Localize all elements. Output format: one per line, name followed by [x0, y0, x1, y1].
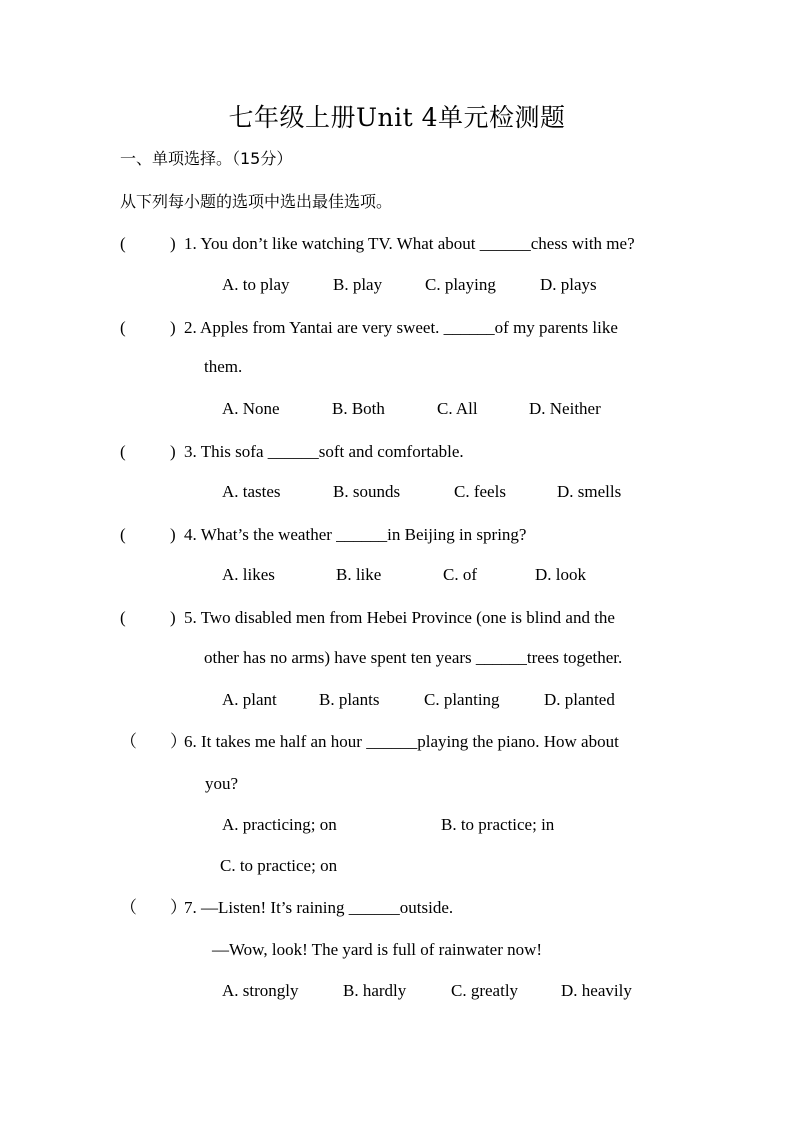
page-title: 七年级上册Unit 4单元检测题 [228, 103, 566, 132]
option-a[interactable]: A. tastes [222, 482, 281, 501]
question-text: 5. Two disabled men from Hebei Province (one is blind and the [184, 608, 615, 627]
option-a[interactable]: A. strongly [222, 981, 299, 1000]
answer-blank[interactable]: ( ) [120, 318, 176, 337]
option-b[interactable]: B. plants [319, 690, 380, 709]
option-a[interactable]: A. to play [222, 275, 290, 294]
question-4 [120, 522, 526, 548]
option-c[interactable]: C. greatly [451, 981, 519, 1000]
option-a[interactable]: A. practicing; on [222, 815, 337, 834]
question-6-continued: you? [205, 774, 239, 793]
question-2-continued: them. [204, 357, 243, 376]
question-text: 7. —Listen! It’s raining ______outside. [184, 898, 454, 917]
section-heading: 一、单项选择。（15分） [120, 149, 293, 168]
answer-blank[interactable]: （ ） [120, 732, 187, 751]
option-a[interactable]: A. likes [222, 565, 275, 584]
question-7 [120, 895, 453, 921]
question-text: 6. It takes me half an hour ______playing the piano. How about [184, 732, 619, 751]
option-b[interactable]: B. like [336, 565, 382, 584]
instruction-text: 从下列每小题的选项中选出最佳选项。 [120, 192, 393, 211]
option-d[interactable]: D. heavily [561, 981, 632, 1000]
option-b[interactable]: B. to practice; in [441, 815, 555, 834]
option-d[interactable]: D. Neither [529, 399, 601, 418]
option-c[interactable]: C. playing [425, 275, 496, 294]
option-a[interactable]: A. None [222, 399, 280, 418]
question-text: 1. You don’t like watching TV. What about ______chess with me? [184, 234, 635, 253]
option-b[interactable]: B. hardly [343, 981, 407, 1000]
option-d[interactable]: D. smells [557, 482, 622, 501]
option-c[interactable]: C. of [443, 565, 477, 584]
answer-blank[interactable]: ( ) [120, 525, 176, 544]
question-5 [120, 605, 615, 631]
question-6 [120, 729, 619, 755]
answer-blank[interactable]: ( ) [120, 442, 176, 461]
option-b[interactable]: B. play [333, 275, 383, 294]
option-b[interactable]: B. sounds [333, 482, 401, 501]
answer-blank[interactable]: ( ) [120, 234, 176, 253]
question-text: 3. This sofa ______soft and comfortable. [184, 442, 464, 461]
option-c[interactable]: C. feels [454, 482, 506, 501]
question-5-continued: other has no arms) have spent ten years ______trees together. [204, 648, 623, 667]
option-d[interactable]: D. look [535, 565, 586, 584]
answer-blank[interactable]: ( ) [120, 608, 176, 627]
question-3 [120, 439, 464, 465]
question-text: 4. What’s the weather ______in Beijing in spring? [184, 525, 527, 544]
option-c[interactable]: C. planting [424, 690, 500, 709]
answer-blank[interactable]: （ ） [120, 898, 187, 917]
question-text: 2. Apples from Yantai are very sweet. ______of my parents like [184, 318, 618, 337]
option-a[interactable]: A. plant [222, 690, 277, 709]
option-d[interactable]: D. plays [540, 275, 597, 294]
option-c[interactable]: C. to practice; on [220, 856, 338, 875]
question-2 [120, 315, 618, 341]
question-1 [120, 231, 635, 257]
option-d[interactable]: D. planted [544, 690, 615, 709]
option-c[interactable]: C. All [437, 399, 478, 418]
question-7-continued: —Wow, look! The yard is full of rainwater now! [212, 940, 543, 959]
option-b[interactable]: B. Both [332, 399, 385, 418]
